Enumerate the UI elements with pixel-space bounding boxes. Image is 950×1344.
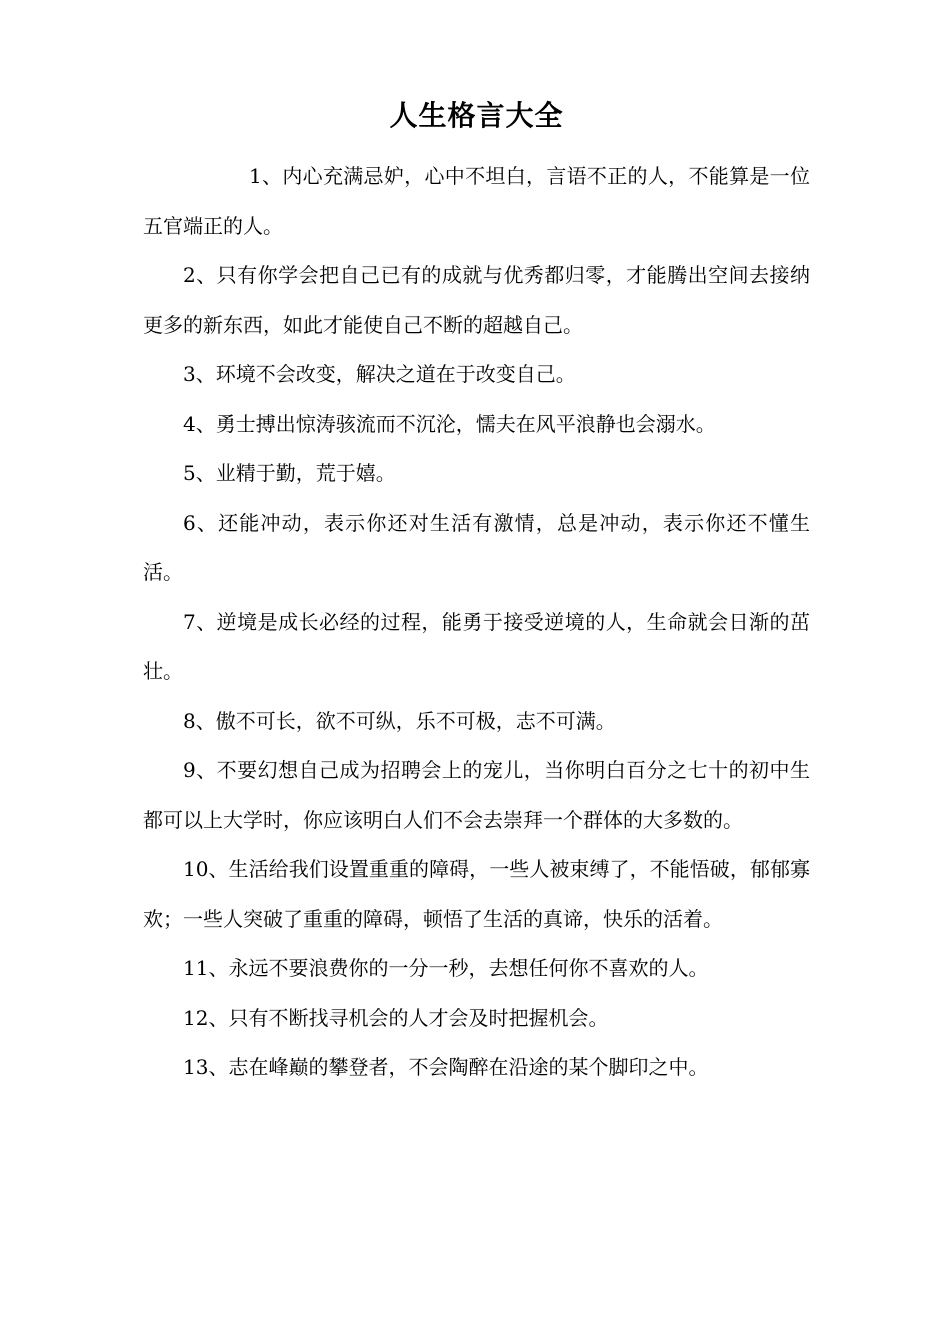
quote-item: 12、只有不断找寻机会的人才会及时把握机会。 — [183, 1005, 609, 1030]
quote-item: 5、业精于勤，荒于嬉。 — [183, 461, 396, 485]
quote-item: 10、生活给我们设置重重的障碍，一些人被束缚了，不能悟破，郁郁寡欢；一些人突破了重重的障碍，顿悟了生活的真谛，快乐的活着。 — [143, 857, 810, 931]
quote-list — [143, 152, 810, 1093]
quote-item: 8、傲不可长，欲不可纵，乐不可极，志不可满。 — [183, 708, 616, 733]
quote-item: 3、环境不会改变，解决之道在于改变自己。 — [183, 362, 576, 386]
quote-item: 1、内心充满忌妒，心中不坦白，言语不正的人，不能算是一位五官端正的人。 — [143, 164, 810, 238]
quote-item: 2、只有你学会把自己已有的成就与优秀都归零，才能腾出空间去接纳更多的新东西，如此才能使自己不断的超越自己。 — [143, 263, 810, 337]
quote-item: 4、勇士搏出惊涛骇流而不沉沦，懦夫在风平浪静也会溺水。 — [183, 411, 716, 436]
quote-item: 11、永远不要浪费你的一分一秒，去想任何你不喜欢的人。 — [183, 956, 709, 980]
document-title: 人生格言大全 — [389, 99, 564, 132]
quote-item: 9、不要幻想自己成为招聘会上的宠儿，当你明白百分之七十的初中生都可以上大学时，你应该明白人们不会去崇拜一个群体的大多数的。 — [143, 758, 810, 832]
quote-item: 6、还能冲动，表示你还对生活有激情，总是冲动，表示你还不懂生活。 — [143, 510, 810, 584]
quote-item: 13、志在峰巅的攀登者，不会陶醉在沿途的某个脚印之中。 — [183, 1055, 709, 1079]
quote-item: 7、逆境是成长必经的过程，能勇于接受逆境的人，生命就会日渐的茁壮。 — [143, 609, 810, 683]
